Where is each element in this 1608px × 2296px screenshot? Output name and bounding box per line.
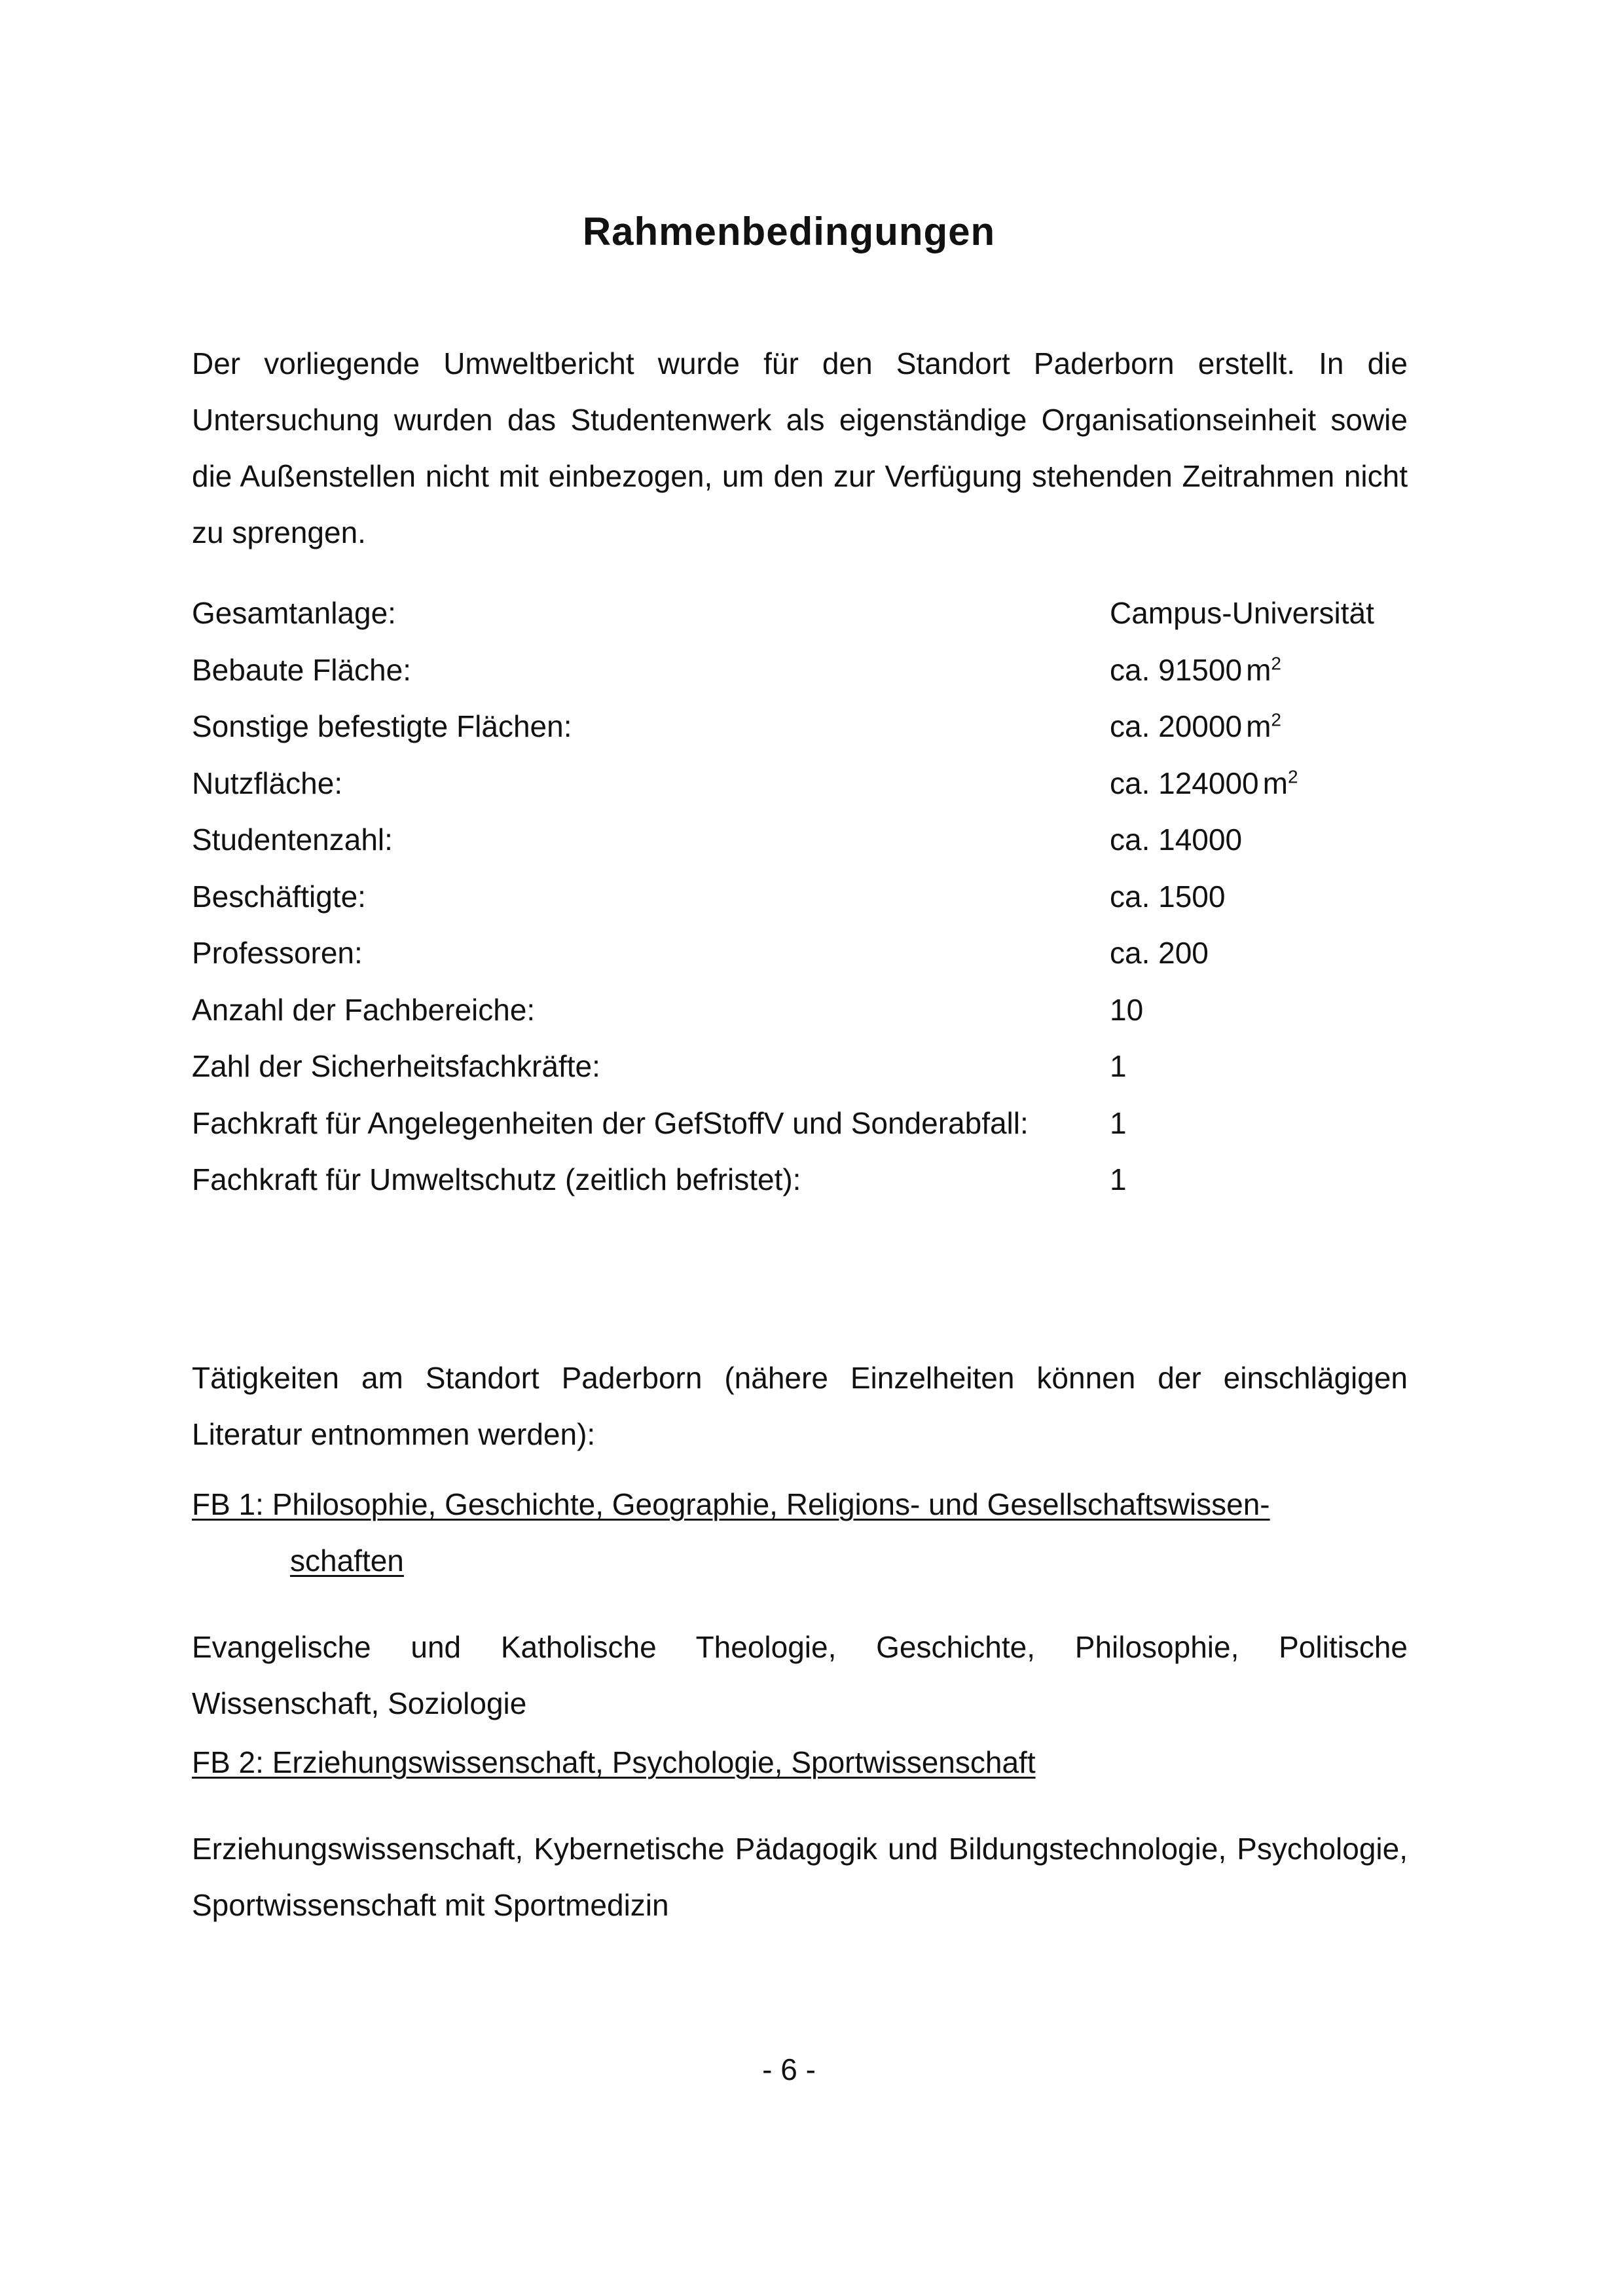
fact-label: Studentenzahl: [192, 823, 393, 857]
fact-value: 10 [1110, 992, 1144, 1027]
fact-row [192, 1095, 1436, 1152]
fact-value: ca. 124000 $m^2$ [1110, 766, 1298, 800]
fact-label: Nutzfläche: [192, 766, 343, 800]
fact-row [192, 868, 1436, 925]
unit: $m^2$ [1246, 709, 1281, 743]
fact-row [192, 642, 1436, 699]
fact-row [192, 925, 1436, 982]
activities-intro: Tätigkeiten am Standort Paderborn (nähere Einzelheiten können der einschlägigen Literatur entnommen werden): [192, 1361, 1408, 1451]
fact-row [192, 811, 1436, 868]
fb2-heading: FB 2: Erziehungswissenschaft, Psychologie, Sportwissenschaft [192, 1745, 1036, 1779]
fact-label: Gesamtanlage: [192, 596, 396, 630]
fb1-heading-continuation: schaften [290, 1544, 404, 1578]
fact-label: Fachkraft für Umweltschutz (zeitlich befristet): [192, 1162, 801, 1196]
fact-label: Beschäftigte: [192, 879, 366, 914]
fb1-description: Evangelische und Katholische Theologie, Geschichte, Philosophie, Politische Wissenschaft, Soziologie [192, 1630, 1408, 1720]
fact-row [192, 755, 1436, 812]
fb2-description: Erziehungswissenschaft, Kybernetische Pädagogik und Bildungstechnologie, Psychologie, Sportwissenschaft mit Sportmedizin [192, 1832, 1408, 1922]
fact-value: ca. 91500 $m^2$ [1110, 652, 1281, 687]
fact-value: 1 [1110, 1162, 1127, 1196]
fact-label: Anzahl der Fachbereiche: [192, 992, 536, 1027]
fact-row [192, 585, 1436, 642]
fact-label: Bebaute Fläche: [192, 652, 412, 687]
fact-value: ca. 200 [1110, 936, 1209, 970]
fact-label: Fachkraft für Angelegenheiten der GefStoffV und Sonderabfall: [192, 1105, 1029, 1140]
fact-row [192, 698, 1436, 755]
facts-table [192, 585, 1436, 1208]
fact-value: ca. 1500 [1110, 879, 1226, 914]
fact-row [192, 982, 1436, 1039]
fact-label: Zahl der Sicherheitsfachkräfte: [192, 1049, 600, 1083]
fact-value: 1 [1110, 1049, 1127, 1083]
fact-value: 1 [1110, 1105, 1127, 1140]
unit: $m^2$ [1246, 652, 1281, 687]
page-number: - 6 - [762, 2052, 816, 2086]
intro-paragraph: Der vorliegende Umweltbericht wurde für den Standort Paderborn erstellt. In die Untersuchung wurden das Studentenwerk als eigenständige Organisationseinheit sowie die Außenstellen nicht mit einbezogen, um den zur Verfügung stehenden Zeitrahmen nicht zu sprengen. [192, 346, 1408, 549]
fact-label: Professoren: [192, 936, 363, 970]
fact-row [192, 1151, 1436, 1208]
fact-value: ca. 20000 $m^2$ [1110, 709, 1281, 743]
unit: $m^2$ [1262, 766, 1298, 800]
fact-value: ca. 14000 [1110, 823, 1243, 857]
fact-value: Campus-Universität [1110, 596, 1374, 630]
fact-row [192, 1038, 1436, 1095]
fb1-heading: FB 1: Philosophie, Geschichte, Geographie, Religions- und Gesellschaftswissen- [192, 1487, 1270, 1521]
page-title: Rahmenbedingungen [582, 210, 996, 254]
fact-label: Sonstige befestigte Flächen: [192, 709, 572, 743]
